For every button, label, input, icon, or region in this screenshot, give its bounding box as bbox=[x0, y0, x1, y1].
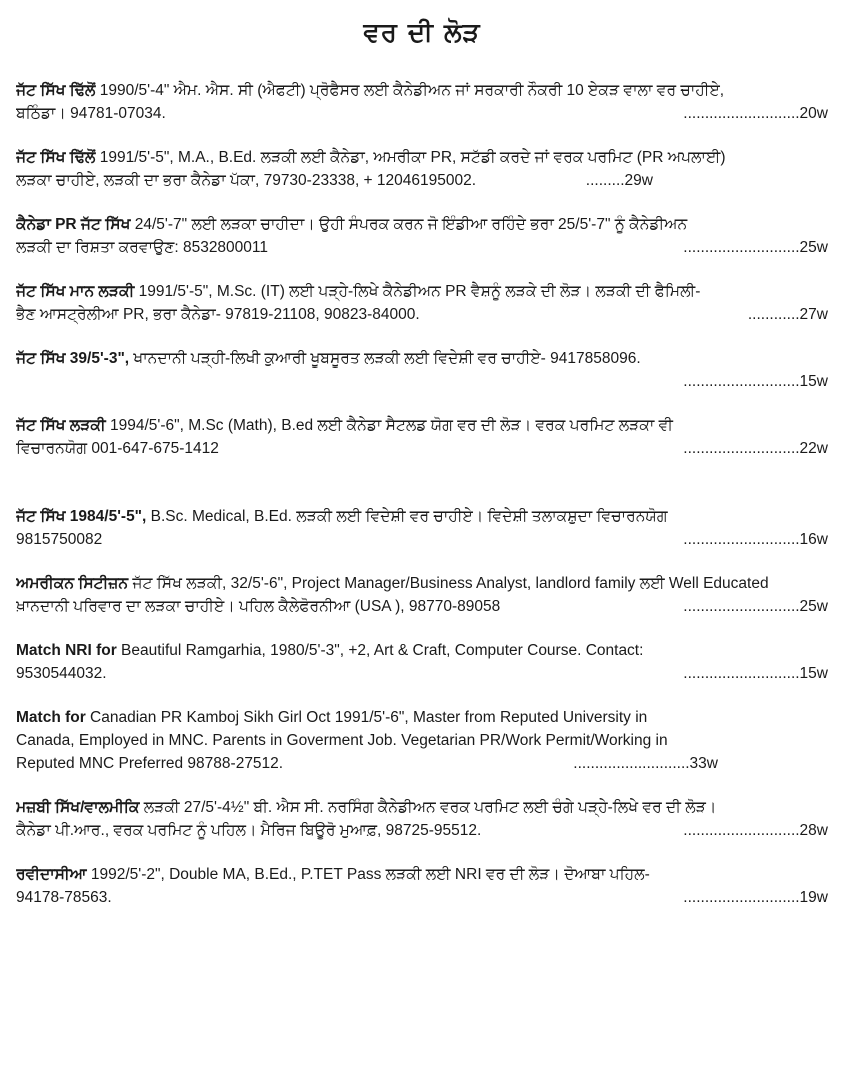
ad-text: Canada, Employed in MNC. Parents in Goverment Job. Vegetarian PR/Work Permit/Working in bbox=[16, 732, 668, 749]
ad-entry bbox=[16, 146, 828, 192]
ad-line bbox=[16, 595, 828, 618]
ad-code: ...........................33w bbox=[569, 752, 718, 775]
ad-text: 9815750082 bbox=[16, 531, 103, 548]
ad-text: ਲੜਕੀ 27/5'-4½" ਬੀ. ਐਸ ਸੀ. ਨਰਸਿੰਗ ਕੈਨੇਡੀਅਨ ਵਰਕ ਪਰਮਿਟ ਲਈ ਚੰਗੇ ਪੜ੍ਹੇ-ਲਿਖੇ ਵਰ ਦੀ ਲੋੜ। bbox=[139, 799, 717, 816]
ad-text: ਖ਼ਾਨਦਾਨੀ ਪਰਿਵਾਰ ਦਾ ਲੜਕਾ ਚਾਹੀਏ। ਪਹਿਲ ਕੈਲੇਫੋਰਨੀਆ (USA ), 98770-89058 bbox=[16, 598, 501, 615]
ad-code: ............27w bbox=[744, 303, 828, 326]
ad-entry bbox=[16, 280, 828, 326]
ad-lead: Match for bbox=[16, 709, 86, 726]
ad-text: 1990/5'-4" ਐਮ. ਐਸ. ਸੀ (ਐਫਟੀ) ਪ੍ਰੋਫੈਸਰ ਲਈ ਕੈਨੇਡੀਅਨ ਜਾਂ ਸਰਕਾਰੀ ਨੌਕਰੀ 10 ਏਕੜ ਵਾਲਾ ਵਰ ਚਾਹੀਏ, bbox=[95, 82, 725, 99]
ad-lead: ਜੱਟ ਸਿੱਖ ਮਾਨ ਲੜਕੀ bbox=[16, 283, 135, 300]
ad-line bbox=[16, 169, 828, 192]
ad-entry bbox=[16, 639, 828, 685]
ad-text: ਜੱਟ ਸਿੱਖ ਲੜਕੀ, 32/5'-6", Project Manager/Business Analyst, landlord family ਲਈ Well Educated bbox=[128, 575, 769, 592]
ad-entry bbox=[16, 79, 828, 125]
ad-lead: ਕੈਨੇਡਾ PR ਜੱਟ ਸਿੱਖ bbox=[16, 216, 131, 233]
ad-line bbox=[16, 528, 828, 551]
ad-text: Reputed MNC Preferred 98788-27512. bbox=[16, 755, 284, 772]
ad-lead: ਜੱਟ ਸਿੱਖ 39/5'-3", bbox=[16, 350, 130, 367]
ad-line bbox=[16, 662, 828, 685]
ad-line bbox=[16, 505, 828, 528]
ad-code: ...........................22w bbox=[679, 437, 828, 460]
ad-entry bbox=[16, 213, 828, 259]
ad-entry bbox=[16, 572, 828, 618]
ad-text: 9530544032. bbox=[16, 665, 107, 682]
ad-entry bbox=[16, 505, 828, 551]
ad-lead: ਜੱਟ ਸਿੱਖ 1984/5'-5", bbox=[16, 508, 147, 525]
ad-entry bbox=[16, 414, 828, 460]
ad-code: ...........................28w bbox=[679, 819, 828, 842]
ad-line bbox=[16, 102, 828, 125]
ad-line bbox=[16, 863, 828, 886]
ad-text: 24/5'-7" ਲਈ ਲੜਕਾ ਚਾਹੀਦਾ। ਉਹੀ ਸੰਪਰਕ ਕਰਨ ਜੋ ਇੰਡੀਆ ਰਹਿੰਦੇ ਭਰਾ 25/5'-7" ਨੂੰ ਕੈਨੇਡੀਅਨ bbox=[130, 216, 688, 233]
ad-lead: ਜੱਟ ਸਿੱਖ ਲੜਕੀ bbox=[16, 417, 106, 434]
ad-text: 1991/5'-5", M.Sc. (IT) ਲਈ ਪੜ੍ਹੇ-ਲਿਖੇ ਕੈਨੇਡੀਅਨ PR ਵੈਸ਼ਨੂੰ ਲੜਕੇ ਦੀ ਲੋੜ। ਲੜਕੀ ਦੀ ਫੈਮਿਲੀ- bbox=[134, 283, 701, 300]
ad-line bbox=[16, 347, 828, 370]
ad-line bbox=[16, 706, 828, 729]
ad-code: ...........................19w bbox=[679, 886, 828, 909]
ad-text: 1994/5'-6", M.Sc (Math), B.ed ਲਈ ਕੈਨੇਡਾ ਸੈਟਲਡ ਯੋਗ ਵਰ ਦੀ ਲੋੜ। ਵਰਕ ਪਰਮਿਟ ਲੜਕਾ ਵੀ bbox=[105, 417, 673, 434]
page-title: ਵਰ ਦੀ ਲੋੜ bbox=[363, 18, 481, 48]
ad-line bbox=[16, 819, 828, 842]
ad-code: ...........................15w bbox=[679, 370, 828, 393]
ad-line bbox=[16, 79, 828, 102]
ad-text: B.Sc. Medical, B.Ed. ਲੜਕੀ ਲਈ ਵਿਦੇਸ਼ੀ ਵਰ ਚਾਹੀਏ। ਵਿਦੇਸ਼ੀ ਤਲਾਕਸ਼ੁਦਾ ਵਿਚਾਰਨਯੋਗ bbox=[146, 508, 668, 525]
ad-code: ...........................25w bbox=[679, 236, 828, 259]
ad-text: Canadian PR Kamboj Sikh Girl Oct 1991/5'-6", Master from Reputed University in bbox=[85, 709, 648, 726]
ad-code: ...........................16w bbox=[679, 528, 828, 551]
ad-lead: ਅਮਰੀਕਨ ਸਿਟੀਜ਼ਨ bbox=[16, 575, 129, 592]
ad-entry bbox=[16, 796, 828, 842]
ad-code: ...........................25w bbox=[679, 595, 828, 618]
ad-text: 1991/5'-5", M.A., B.Ed. ਲੜਕੀ ਲਈ ਕੈਨੇਡਾ, ਅਮਰੀਕਾ PR, ਸਟੱਡੀ ਕਰਦੇ ਜਾਂ ਵਰਕ ਪਰਮਿਟ (PR ਅਪਲਾਈ) bbox=[95, 149, 726, 166]
ad-lead: ਜੱਟ ਸਿੱਖ ਢਿੱਲੋਂ bbox=[16, 149, 96, 166]
ad-line bbox=[16, 752, 828, 775]
ad-line bbox=[16, 303, 828, 326]
ad-code: ...........................15w bbox=[679, 662, 828, 685]
ad-text: ਬਠਿੰਡਾ। 94781-07034. bbox=[16, 105, 166, 122]
ad-line bbox=[16, 213, 828, 236]
ad-text: ਲੜਕੀ ਦਾ ਰਿਸ਼ਤਾ ਕਰਵਾਉਣ: 8532800011 bbox=[16, 239, 269, 256]
ad-text: ਖਾਨਦਾਨੀ ਪੜ੍ਹੀ-ਲਿਖੀ ਕੁਆਰੀ ਖੂਬਸੂਰਤ ਲੜਕੀ ਲਈ ਵਿਦੇਸ਼ੀ ਵਰ ਚਾਹੀਏ- 9417858096. bbox=[129, 350, 641, 367]
ad-entry bbox=[16, 347, 828, 393]
ad-text: ਲੜਕਾ ਚਾਹੀਏ, ਲੜਕੀ ਦਾ ਭਰਾ ਕੈਨੇਡਾ ਪੱਕਾ, 79730-23338, + 12046195002. bbox=[16, 172, 477, 189]
ad-line bbox=[16, 370, 828, 393]
ad-text: ਭੈਣ ਆਸਟ੍ਰੇਲੀਆ PR, ਭਰਾ ਕੈਨੇਡਾ- 97819-21108, 90823-84000. bbox=[16, 306, 420, 323]
ad-code: ...........................20w bbox=[679, 102, 828, 125]
ad-line bbox=[16, 729, 828, 752]
ad-line bbox=[16, 572, 828, 595]
ad-line bbox=[16, 414, 828, 437]
ad-line bbox=[16, 796, 828, 819]
ad-lead: Match NRI for bbox=[16, 642, 117, 659]
ad-line bbox=[16, 146, 828, 169]
ad-text: 1992/5'-2", Double MA, B.Ed., P.TET Pass ਲੜਕੀ ਲਈ NRI ਵਰ ਦੀ ਲੋੜ। ਦੋਆਬਾ ਪਹਿਲ- bbox=[86, 866, 650, 883]
ad-entry bbox=[16, 863, 828, 909]
ad-text: ਵਿਚਾਰਨਯੋਗ 001-647-675-1412 bbox=[16, 440, 219, 457]
ad-line bbox=[16, 236, 828, 259]
ad-text: ਕੈਨੇਡਾ ਪੀ.ਆਰ., ਵਰਕ ਪਰਮਿਟ ਨੂੰ ਪਹਿਲ। ਮੈਰਿਜ ਬਿਊਰੋ ਮੁਆਫ਼, 98725-95512. bbox=[16, 822, 482, 839]
ad-text: Beautiful Ramgarhia, 1980/5'-3", +2, Art & Craft, Computer Course. Contact: bbox=[116, 642, 644, 659]
ad-line bbox=[16, 280, 828, 303]
ad-lead: ਜੱਟ ਸਿੱਖ ਢਿੱਲੋਂ bbox=[16, 82, 96, 99]
ad-lead: ਮਜ਼ਬੀ ਸਿੱਖ/ਵਾਲਮੀਕਿ bbox=[16, 799, 140, 816]
ad-lead: ਰਵੀਦਾਸੀਆ bbox=[16, 866, 87, 883]
ad-line bbox=[16, 639, 828, 662]
ad-code: .........29w bbox=[582, 169, 653, 192]
ad-line bbox=[16, 437, 828, 460]
ad-entry bbox=[16, 706, 828, 775]
ad-text: 94178-78563. bbox=[16, 889, 112, 906]
ad-line bbox=[16, 886, 828, 909]
